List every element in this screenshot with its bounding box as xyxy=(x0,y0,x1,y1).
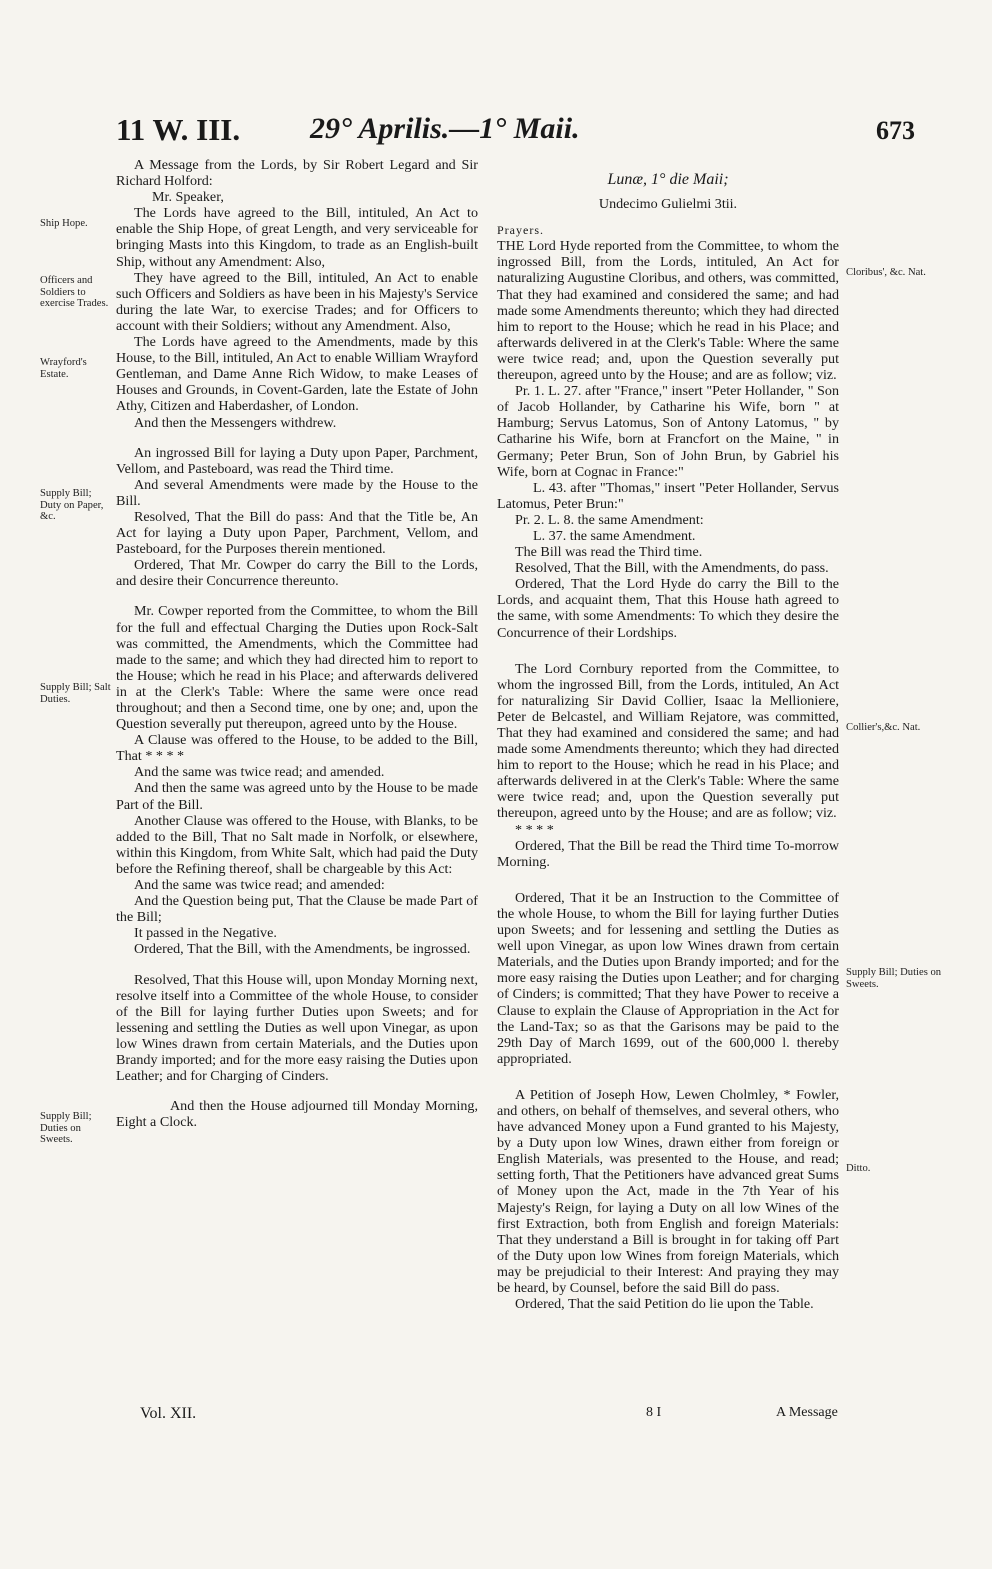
paragraph: And then the same was agreed unto by the House to be made Part of the Bill. xyxy=(116,780,478,813)
margin-note-salt-duties: Supply Bill; Salt Duties. xyxy=(40,682,111,705)
sitting-date: Lunæ, 1° die Maii; xyxy=(607,171,729,188)
paragraph: Resolved, That the Bill, with the Amendments, do pass. xyxy=(515,560,829,577)
paragraph: Resolved, That the Bill do pass: And that the Title be, An Act for laying a Duty upon Paper, Parchment, Vellom, and Pasteboard, for the Purposes therein mentioned. xyxy=(116,508,478,558)
volume-number: Vol. XII. xyxy=(140,1405,197,1422)
paragraph: THE Lord Hyde reported from the Committee, to whom the ingrossed Bill, from the Lords, intituled, An Act for naturalizing Augustine Cloribus, and others, was committed, That they had examined and considered the same; and had made some Amendments thereunto; which they had directed him to report to the House; which he read in his Place; and afterwards delivered in at the Clerk's Table: Where the same were twice read; and, upon the Question severally put thereupon, agreed unto by the House; and are as follow; viz. xyxy=(497,238,839,384)
margin-note-sweets-duties: Supply Bill; Duties on Sweets. xyxy=(40,1111,92,1145)
message-intro: A Message from the Lords, by Sir Robert Legard and Sir Richard Holford: xyxy=(116,157,478,190)
paragraph: The Lords have agreed to the Amendments, made by this House, to the Bill, intituled, An Act to enable William Wrayford Gentleman, and Dame Anne Rich Widow, to make Leases of Houses and Grounds, in Covent-Garden, late the Estate of John Athy, Citizen and Haberdasher, of London. xyxy=(116,334,478,415)
paragraph: Ordered, That the Lord Hyde do carry the Bill to the Lords, and acquaint them, That this House hath agreed to the same, with some Amendments: To which they desire the Concurrence of their Lordships. xyxy=(497,576,839,641)
margin-note-wrayford-estate: Wrayford's Estate. xyxy=(40,357,87,380)
paragraph: And the same was twice read; and amended: xyxy=(134,877,385,894)
paragraph: And then the Messengers withdrew. xyxy=(134,414,337,431)
paragraph: Ordered, That the Bill, with the Amendments, be ingrossed. xyxy=(134,941,471,958)
page-number: 673 xyxy=(876,116,915,145)
margin-note-paper-duty: Supply Bill; Duty on Paper, &c. xyxy=(40,488,104,522)
paragraph: A Petition of Joseph How, Lewen Cholmley, * Fowler, and others, on behalf of themselves, and several others, who have advanced Money upon a Fund granted to his Majesty, by a Duty upon low Wines, drawn either from foreign or English Materials, was presented to the House, and read; setting forth, That the Petitioners have advanced great Sums of Money upon the Act, made in the 7th Year of his Majesty's Reign, for laying a Duty on all low Wines of the first Extraction, both from English and foreign Materials: That they understand a Bill is brought in for taking off Part of the Duty upon low Wines from foreign Materials, which may be prejudicial to their Interest: And praying they may be heard, by Counsel, before the said Bill do pass. xyxy=(497,1086,839,1296)
margin-note-ditto: Ditto. xyxy=(846,1163,871,1174)
paragraph: It passed in the Negative. xyxy=(134,925,277,942)
paragraph: An ingrossed Bill for laying a Duty upon Paper, Parchment, Vellom, and Pasteboard, was read the Third time. xyxy=(116,444,478,477)
margin-note-ship-hope: Ship Hope. xyxy=(40,218,88,229)
speaker-address: Mr. Speaker, xyxy=(152,189,224,206)
amendment: L. 43. after "Thomas," insert "Peter Hollander, Servus Latomus, Peter Brun:" xyxy=(497,479,839,512)
paragraph: The Lord Cornbury reported from the Committee, to whom the ingrossed Bill, from the Lords, intituled, An Act for naturalizing Sir David Collier, Isaac la Mellioniere, Peter de Belcastel, and William Rejatore, was committed, That they had examined and considered the same; and had made some Amendments thereunto; which they had directed him to report to the House; which he read in his Place; and afterwards delivered in at the Clerk's Table: Where the same were twice read; and, upon the Question severally put thereupon, agreed unto by the House; and are as follow; viz. xyxy=(497,660,839,822)
amendment: Pr. 1. L. 27. after "France," insert "Peter Hollander, " Son of Jacob Hollander, by Catharine his Wife, born " at Hamburg; Servus Latomus, Son of Antony Latomus, " by Catharine his Wife, born at Francfort on the Maine, " in Germany; Peter Brun, Son of John Brun, by Gabriel his Wife, born at Cognac in France:" xyxy=(497,383,839,480)
paragraph: The Lords have agreed to the Bill, intituled, An Act to enable the Ship Hope, of great Length, and very serviceable for bringing Masts into this Kingdom, to trade as an English-built Ship, without any Amendment: Also, xyxy=(116,205,478,270)
running-head-dates: 29° Aprilis.—1° Maii. xyxy=(310,112,580,145)
paragraph: Ordered, That the Bill be read the Third time To-morrow Morning. xyxy=(497,837,839,870)
paragraph: They have agreed to the Bill, intituled, An Act to enable such Officers and Soldiers as have been in his Majesty's Service during the late War, to exercise Trades; and for Officers to account with their Soldiers; without any Amendment. Also, xyxy=(116,269,478,334)
paragraph: And the Question being put, That the Clause be made Part of the Bill; xyxy=(116,893,478,926)
paragraph: Resolved, That this House will, upon Monday Morning next, resolve itself into a Committee of the whole House, to consider of the Bill for laying further Duties upon Sweets; and for lessening and settling the Duties as well upon Vinegar, as upon low Wines drawn from certain Materials, and the Duties upon Brandy imported; and for the more easy raising the Duties upon Leather; and for Charging of Cinders. xyxy=(116,971,478,1085)
left-column xyxy=(116,157,478,1130)
margin-note-collier-nat: Collier's,&c. Nat. xyxy=(846,722,921,733)
running-head-regnal-year: 11 W. III. xyxy=(116,112,241,147)
asterisks: * * * * xyxy=(515,821,554,838)
paragraph: And several Amendments were made by the House to the Bill. xyxy=(116,476,478,509)
amendment: Pr. 2. L. 8. the same Amendment: xyxy=(515,511,704,528)
amendment: L. 37. the same Amendment. xyxy=(533,527,696,544)
regnal-date: Undecimo Gulielmi 3tii. xyxy=(598,196,738,213)
paragraph: Another Clause was offered to the House, with Blanks, to be added to the Bill, That no Salt made in Norfolk, or elsewhere, within this Kingdom, from White Salt, which had paid the Duty before the Refining thereof, shall be chargeable by this Act: xyxy=(116,812,478,877)
paragraph: And the same was twice read; and amended. xyxy=(134,764,385,781)
catchword: A Message xyxy=(776,1405,838,1420)
margin-note-supply-sweets: Supply Bill; Duties on Sweets. xyxy=(846,967,942,990)
margin-note-cloribus-nat: Cloribus', &c. Nat. xyxy=(846,267,926,278)
paragraph: Mr. Cowper reported from the Committee, to whom the Bill for the full and effectual Charging the Duties upon Rock-Salt was committed, the Amendments, which the Committee had made to the same; and which they had directed him to report to the House; which he read in his Place; and afterwards delivered in at the Clerk's Table: Where the same were once read throughout; and then a Second time, one by one; and, upon the Question severally put thereupon, agreed unto by the House. xyxy=(116,603,478,733)
paragraph: Ordered, That it be an Instruction to the Committee of the whole House, to whom the Bill for laying further Duties upon Sweets; and for lessening and settling the Duties as well upon Vinegar, as upon low Wines drawn from certain Materials, and the Duties upon Brandy imported; and for the more easy raising the Duties upon Leather; and for charging of Cinders; is committed; That they have Power to receive a Clause to explain the Clause of Appropriation in the Act for the Land-Tax; so as that the Garisons may be paid to the 29th Day of March 1699, out of the 600,000 l. thereby appropriated. xyxy=(497,889,839,1067)
adjournment: And then the House adjourned till Monday Morning, Eight a Clock. xyxy=(116,1098,478,1131)
paragraph: A Clause was offered to the House, to be added to the Bill, That * * * * xyxy=(116,732,478,765)
right-column xyxy=(497,160,839,1312)
paragraph: The Bill was read the Third time. xyxy=(515,544,703,561)
paragraph: Ordered, That the said Petition do lie upon the Table. xyxy=(515,1296,814,1313)
margin-note-officers-soldiers: Officers and Soldiers to exercise Trades. xyxy=(40,275,109,309)
signature-mark: 8 I xyxy=(646,1405,662,1420)
prayers-heading: Prayers. xyxy=(497,223,544,238)
paragraph: Ordered, That Mr. Cowper do carry the Bill to the Lords, and desire their Concurrence thereunto. xyxy=(116,557,478,590)
